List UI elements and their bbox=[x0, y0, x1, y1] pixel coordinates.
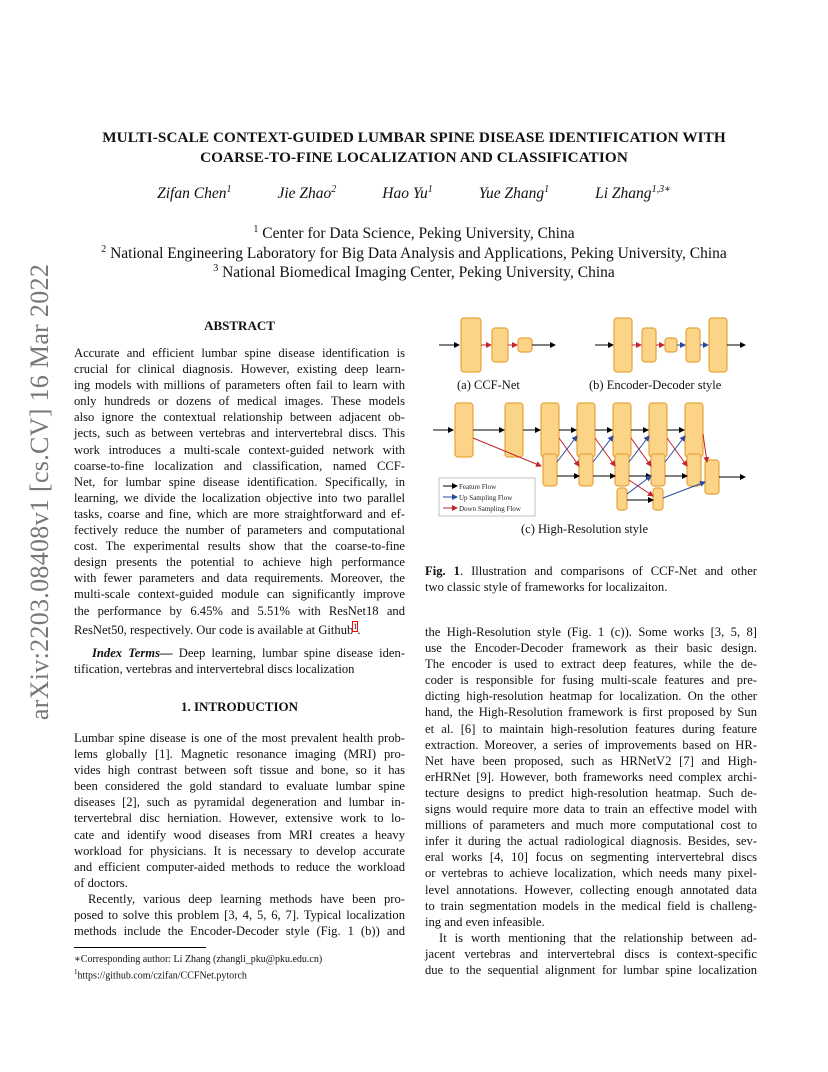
author: Zifan Chen$^1$ bbox=[157, 184, 232, 203]
feature-block bbox=[543, 454, 557, 486]
feature-block bbox=[579, 454, 593, 486]
feature-block bbox=[686, 328, 700, 362]
feature-block bbox=[455, 403, 473, 457]
legend-label: Up Sampling Flow bbox=[459, 494, 513, 502]
footnotes bbox=[74, 953, 405, 982]
figure-label-a: (a) CCF-Net bbox=[457, 378, 520, 392]
figure-panel-b bbox=[595, 318, 745, 372]
affiliation: $^2$ National Engineering Laboratory for Big Data Analysis and Applications, Peking University, China bbox=[101, 244, 727, 263]
author: Jie Zhao$^2$ bbox=[277, 184, 337, 203]
feature-block bbox=[461, 318, 481, 372]
flow-arrow bbox=[559, 438, 579, 466]
figure-legend bbox=[439, 478, 535, 516]
legend-label: Down Sampling Flow bbox=[459, 505, 521, 513]
introduction-body: Lumbar spine disease is one of the most prevalent health prob- lems globally [1]. Magnetic resonance imaging (MRI) pro- vides high contrast between soft tissue and bone, so it has been considered the gold standard to evaluate lumbar spine diseases [2], such as pyramidal degeneration and lumbar in- tervertebral disc herniation. However, extensive work to lo- cate and identify wood diseases from MRI creates a heavy workload for physicians. It is necessary to develop accurate and efficient computer-aided methods to reduce the workload of doctors. Recently, various deep learning methods have been pro- posed to solve this problem [3, 4, 5, 6, 7]. Typical localization methods include the Encoder-Decoder style (Fig. 1 (b)) and bbox=[74, 731, 405, 939]
feature-block bbox=[709, 318, 727, 372]
feature-block bbox=[577, 403, 595, 457]
feature-block bbox=[541, 403, 559, 457]
figure-label-c: (c) High-Resolution style bbox=[521, 522, 649, 536]
author: Hao Yu$^1$ bbox=[382, 184, 433, 203]
arxiv-id: arXiv:2203.08408v1 [cs.CV] 16 Mar 2022 bbox=[25, 263, 55, 721]
feature-block bbox=[687, 454, 701, 486]
figure-panel-a bbox=[439, 318, 555, 372]
feature-block bbox=[505, 403, 523, 457]
footnote-github: $^1$https://github.com/czifan/CCFNet.pytorch bbox=[74, 968, 247, 982]
flow-arrow bbox=[663, 482, 705, 498]
author: Li Zhang$^{1,3∗}$ bbox=[595, 184, 671, 203]
flow-arrow bbox=[595, 438, 615, 466]
footnote-rule bbox=[74, 947, 206, 948]
feature-block bbox=[492, 328, 508, 362]
flow-arrow bbox=[627, 476, 651, 494]
legend-label: Feature Flow bbox=[459, 483, 497, 491]
feature-block bbox=[649, 403, 667, 457]
abstract-heading: ABSTRACT bbox=[204, 318, 275, 333]
figure-caption: Fig. 1. Illustration and comparisons of CCF-Net and other two classic style of frameworks for localizaiton. bbox=[425, 564, 757, 594]
flow-arrow bbox=[629, 480, 653, 496]
paper-title bbox=[60, 128, 768, 168]
affiliation: $^3$ National Biomedical Imaging Center, Peking University, China bbox=[213, 263, 615, 282]
abstract-body: Accurate and efficient lumbar spine disease identification is crucial for clinical diagnosis. However, existing deep learn- ing models with millions of parameters often fail to learn with only hundreds or dozens of medical images. These models also ignore the contextual relationship between adjacent ob- jects, such as between vertebras and intervertebral discs. This work introduces a multi-scale context-guided network with coarse-to-fine localization and classification, named CCF- Net, for lumbar spine disease identification. Specifically, in learning, we divide the localization objective into two parallel tasks, coarse and fine, which are more straightforward and ef- fectively reduce the number of parameters and computational cost. The experimental results show that the coarse-to-fine design presents the potential to achieve high performance with fewer parameters and data requirements. Moreover, the multi-scale context-guided module can significantly improve the performance by 6.45% and 5.51% with ResNet18 and ResNet50, respectively. Our code is available at Github$^1$. bbox=[74, 346, 405, 637]
feature-block bbox=[518, 338, 532, 352]
feature-block bbox=[651, 454, 665, 486]
feature-block bbox=[617, 488, 627, 510]
title-line-1: MULTI-SCALE CONTEXT-GUIDED LUMBAR SPINE DISEASE IDENTIFICATION WITH bbox=[102, 129, 726, 146]
footnote-link[interactable]: 1 bbox=[353, 621, 358, 631]
feature-block bbox=[705, 460, 719, 494]
author-list bbox=[60, 184, 768, 203]
introduction-heading: 1. INTRODUCTION bbox=[180, 699, 298, 714]
feature-block bbox=[642, 328, 656, 362]
figure-label-b: (b) Encoder-Decoder style bbox=[589, 378, 722, 392]
feature-block bbox=[653, 488, 663, 510]
feature-block bbox=[665, 338, 677, 352]
title-line-2: COARSE-TO-FINE LOCALIZATION AND CLASSIFICATION bbox=[200, 149, 628, 166]
author: Yue Zhang$^1$ bbox=[478, 184, 550, 203]
arxiv-stamp bbox=[20, 263, 60, 721]
feature-block bbox=[613, 403, 631, 457]
right-column-body: the High-Resolution style (Fig. 1 (c)). Some works [3, 5, 8] use the Encoder-Decoder framework as their basic design. The encoder is used to extract deep features, while the de- coder is responsible for fusing multi-scale features and pre- dicting high-resolution heatmap for localization. On the other hand, the High-Resolution framework is first proposed by Sun et al. [6] to maintain high-resolution features during feature extraction. Moreover, a series of improvements based on HR- Net have been proposed, such as HRNetV2 [7] and High- erHRNet [9]. However, both frameworks need complex archi- tecture designs to predict high-resolution heatmap. Such de- signs would require more data to train an effective model with millions of parameters and much more computational cost to infer it during the actual radiological diagnosis. Besides, sev- eral works [4, 10] focus on segmenting intervertebral discs or vertebras to achieve localization, which needs many pixel- level annotations. However, collecting enough annotated data to train segmentation models in the medical field is challeng- ing and even infeasible. It is worth mentioning that the relationship between ad- jacent vertebras and intervertebral discs is context-specific due to the sequential alignment for lumbar spine localization bbox=[425, 625, 757, 977]
index-terms: Index Terms— Deep learning, lumbar spine disease iden- tification, vertebras and intervertebral discs localization bbox=[74, 646, 406, 677]
figure-1 bbox=[425, 310, 757, 555]
flow-arrow bbox=[631, 438, 651, 466]
footnote-corresponding: ∗Corresponding author: Li Zhang (zhangli_pku@pku.edu.cn) bbox=[74, 954, 323, 965]
feature-block bbox=[614, 318, 632, 372]
feature-block bbox=[615, 454, 629, 486]
affiliation: $^1$ Center for Data Science, Peking University, China bbox=[253, 224, 575, 243]
feature-block bbox=[685, 403, 703, 457]
flow-arrow bbox=[667, 438, 687, 466]
